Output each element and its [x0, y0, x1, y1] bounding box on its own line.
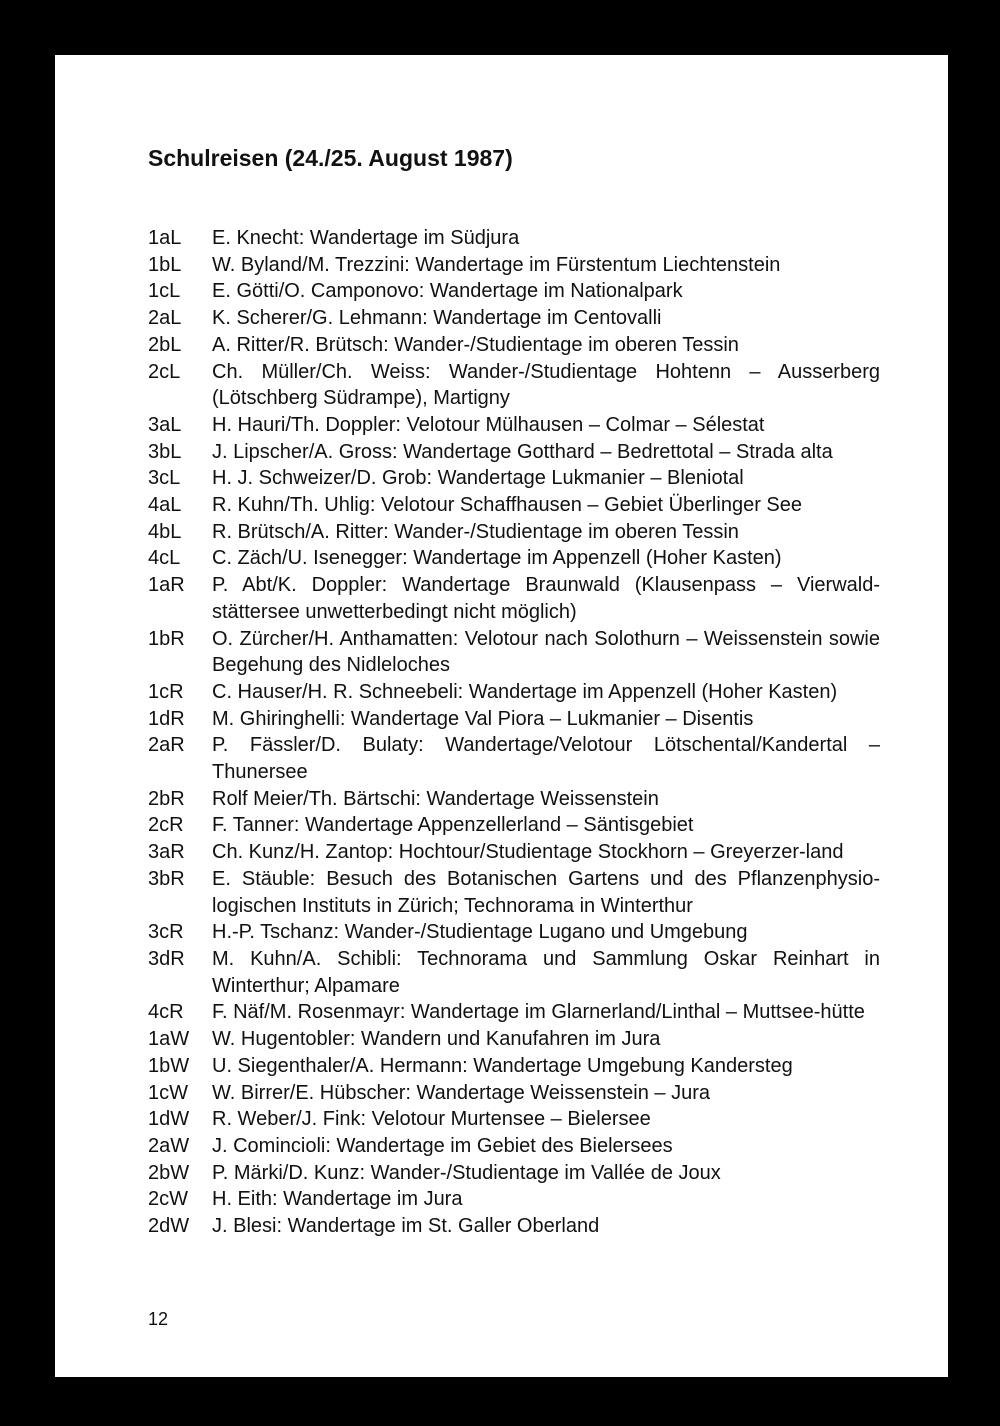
list-item: [148, 305, 880, 332]
trip-description: E. Knecht: Wandertage im Südjura: [212, 227, 520, 249]
list-item: [148, 1133, 880, 1160]
trip-description: F. Tanner: Wandertage Appenzellerland – Säntisgebiet: [212, 814, 694, 837]
page-title: Schulreisen (24./25. August 1987): [148, 145, 513, 171]
trip-description: H.-P. Tschanz: Wander-/Studientage Lugano und Umgebung: [212, 921, 748, 944]
trip-description: E. Götti/O. Camponovo: Wandertage im Nationalpark: [212, 280, 683, 303]
list-item: [148, 465, 880, 492]
class-code: 2aR: [148, 734, 185, 757]
trip-description: A. Ritter/R. Brütsch: Wander-/Studientage im oberen Tessin: [212, 333, 739, 356]
list-item: [148, 572, 880, 625]
class-code: 3cL: [148, 467, 181, 490]
list-item: [148, 946, 880, 999]
class-code: 3aR: [148, 841, 185, 864]
trip-description: P. Abt/K. Doppler: Wandertage Braunwald (Klausenpass – Vierwald-stättersee unwetterbedingt nicht möglich): [212, 574, 880, 623]
class-code: 3cR: [148, 921, 184, 944]
page-number: 12: [148, 1309, 169, 1329]
trip-description: K. Scherer/G. Lehmann: Wandertage im Centovalli: [212, 307, 662, 330]
class-code: 2dW: [148, 1215, 190, 1238]
trip-description: R. Kuhn/Th. Uhlig: Velotour Schaffhausen – Gebiet Überlinger See: [212, 494, 802, 517]
trip-description: W. Hugentobler: Wandern und Kanufahren im Jura: [212, 1028, 661, 1051]
trip-description: Ch. Müller/Ch. Weiss: Wander-/Studientage Hohtenn – Ausserberg (Lötschberg Südrampe), Martigny: [212, 360, 880, 410]
trip-description: P. Fässler/D. Bulaty: Wandertage/Velotour Lötschental/Kandertal – Thunersee: [212, 734, 880, 784]
class-code: 1bL: [148, 253, 182, 276]
class-code: 1dR: [148, 707, 185, 730]
list-item: [148, 1026, 880, 1053]
class-code: 1aL: [148, 227, 182, 249]
list-item: [148, 999, 880, 1026]
class-code: 2bR: [148, 787, 185, 810]
trip-description: H. J. Schweizer/D. Grob: Wandertage Lukmanier – Bleniotal: [212, 467, 744, 490]
trip-description: J. Comincioli: Wandertage im Gebiet des Bielersees: [212, 1134, 673, 1157]
trip-description: R. Brütsch/A. Ritter: Wander-/Studientage im oberen Tessin: [212, 520, 739, 543]
list-item: [148, 786, 880, 813]
class-code: 4bL: [148, 520, 182, 543]
trip-description: J. Blesi: Wandertage im St. Galler Oberland: [212, 1215, 600, 1238]
class-code: 1cR: [148, 680, 184, 703]
class-code: 4cL: [148, 547, 181, 570]
list-item: [148, 252, 880, 279]
trip-description: R. Weber/J. Fink: Velotour Murtensee – Bielersee: [212, 1108, 651, 1131]
list-item: [148, 1106, 880, 1133]
list-item: [148, 359, 880, 412]
list-item: [148, 1213, 880, 1240]
document-page: [55, 55, 948, 1377]
trip-description: W. Byland/M. Trezzini: Wandertage im Fürstentum Liechtenstein: [212, 253, 781, 276]
class-code: 1bW: [148, 1054, 190, 1077]
list-item: [148, 706, 880, 733]
trip-description: C. Hauser/H. R. Schneebeli: Wandertage im Appenzell (Hoher Kasten): [212, 680, 838, 703]
trip-description: W. Birrer/E. Hübscher: Wandertage Weissenstein – Jura: [212, 1081, 710, 1104]
class-code: 3bR: [148, 867, 185, 890]
list-item: [148, 1053, 880, 1080]
class-code: 3aL: [148, 413, 182, 436]
list-item: [148, 866, 880, 919]
list-item: [148, 626, 880, 679]
trip-description: H. Hauri/Th. Doppler: Velotour Mülhausen – Colmar – Sélestat: [212, 413, 765, 436]
list-item: [148, 412, 880, 439]
trip-description: Ch. Kunz/H. Zantop: Hochtour/Studientage Stockhorn – Greyerzer-land: [212, 841, 844, 864]
class-code: 1aW: [148, 1028, 190, 1051]
trip-description: E. Stäuble: Besuch des Botanischen Gartens und des Pflanzenphysio-logischen Instituts in Zürich; Technorama in Winterthur: [212, 867, 880, 917]
list-item: [148, 812, 880, 839]
class-code: 4cR: [148, 1001, 184, 1024]
trip-description: O. Zürcher/H. Anthamatten: Velotour nach Solothurn – Weissenstein sowie Begehung des Nidleloches: [212, 627, 880, 677]
class-code: 1aR: [148, 574, 185, 597]
trip-description: H. Eith: Wandertage im Jura: [212, 1188, 463, 1211]
class-code: 1cW: [148, 1081, 188, 1104]
class-code: 2cL: [148, 360, 181, 383]
trip-description: M. Ghiringhelli: Wandertage Val Piora – Lukmanier – Disentis: [212, 707, 754, 730]
class-code: 2aL: [148, 307, 182, 330]
list-item: [148, 492, 880, 519]
list-item: [148, 439, 880, 466]
class-code: 1dW: [148, 1108, 190, 1131]
trip-description: J. Lipscher/A. Gross: Wandertage Gotthard – Bedrettotal – Strada alta: [212, 440, 833, 463]
entry-list: [148, 225, 880, 1240]
trip-description: M. Kuhn/A. Schibli: Technorama und Sammlung Oskar Reinhart in Winterthur; Alpamare: [212, 947, 880, 997]
list-item: [148, 919, 880, 946]
list-item: [148, 679, 880, 706]
class-code: 3bL: [148, 440, 182, 463]
class-code: 1cL: [148, 280, 181, 303]
class-code: 2bW: [148, 1161, 190, 1184]
class-code: 2cR: [148, 814, 184, 837]
list-item: [148, 1186, 880, 1213]
trip-description: U. Siegenthaler/A. Hermann: Wandertage Umgebung Kandersteg: [212, 1054, 793, 1077]
class-code: 2cW: [148, 1188, 188, 1211]
class-code: 1bR: [148, 627, 185, 650]
list-item: [148, 1080, 880, 1107]
list-item: [148, 225, 880, 252]
list-item: [148, 545, 880, 572]
trip-description: F. Näf/M. Rosenmayr: Wandertage im Glarnerland/Linthal – Muttsee-hütte: [212, 1001, 865, 1024]
class-code: 2aW: [148, 1134, 190, 1157]
list-item: [148, 732, 880, 785]
list-item: [148, 1160, 880, 1187]
trip-description: Rolf Meier/Th. Bärtschi: Wandertage Weissenstein: [212, 787, 659, 810]
class-code: 3dR: [148, 947, 185, 970]
trip-description: P. Märki/D. Kunz: Wander-/Studientage im Vallée de Joux: [212, 1161, 721, 1184]
list-item: [148, 332, 880, 359]
list-item: [148, 839, 880, 866]
class-code: 4aL: [148, 494, 182, 517]
list-item: [148, 278, 880, 305]
list-item: [148, 519, 880, 546]
trip-description: C. Zäch/U. Isenegger: Wandertage im Appenzell (Hoher Kasten): [212, 547, 782, 570]
class-code: 2bL: [148, 333, 182, 356]
